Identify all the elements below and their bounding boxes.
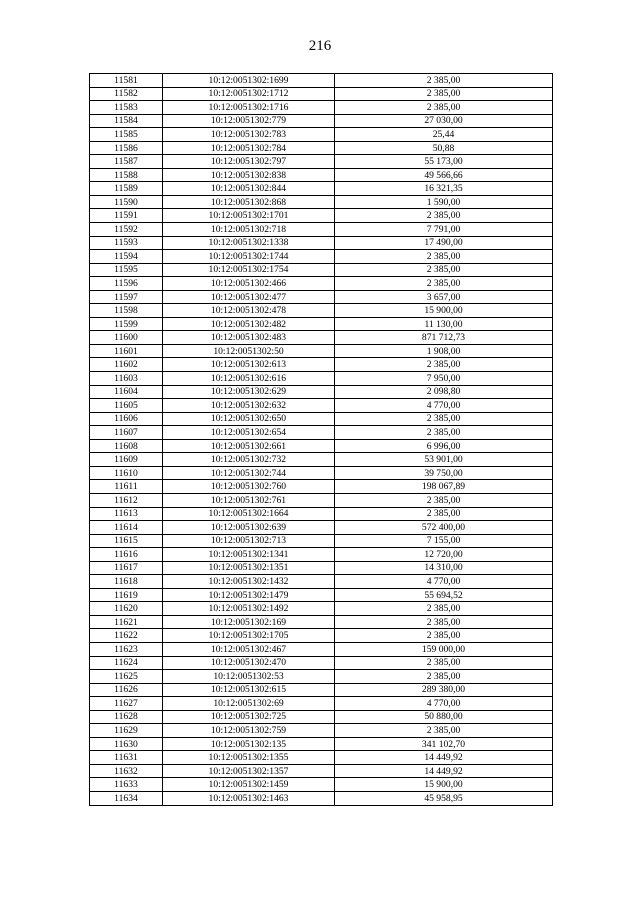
cadastral-number-cell: 10:12:0051302:169	[163, 615, 335, 629]
table-row	[90, 344, 553, 358]
row-number-cell: 11605	[90, 399, 163, 413]
row-number-cell: 11613	[90, 507, 163, 521]
value-cell: 7 950,00	[335, 372, 553, 386]
value-cell: 289 380,00	[335, 683, 553, 697]
table-row	[90, 195, 553, 209]
row-number-cell: 11597	[90, 290, 163, 304]
table-row	[90, 358, 553, 372]
cadastral-number-cell: 10:12:0051302:1479	[163, 588, 335, 602]
value-cell: 2 385,00	[335, 87, 553, 101]
value-cell: 198 067,89	[335, 480, 553, 494]
table-row	[90, 615, 553, 629]
value-cell: 53 901,00	[335, 453, 553, 467]
value-cell: 3 657,00	[335, 290, 553, 304]
value-cell: 15 900,00	[335, 304, 553, 318]
table-row	[90, 466, 553, 480]
cadastral-number-cell: 10:12:0051302:761	[163, 493, 335, 507]
cadastral-number-cell: 10:12:0051302:732	[163, 453, 335, 467]
row-number-cell: 11590	[90, 195, 163, 209]
cadastral-number-cell: 10:12:0051302:478	[163, 304, 335, 318]
table-row	[90, 507, 553, 521]
value-cell: 2 385,00	[335, 412, 553, 426]
value-cell: 4 770,00	[335, 575, 553, 589]
cadastral-number-cell: 10:12:0051302:483	[163, 331, 335, 345]
table-row	[90, 182, 553, 196]
cadastral-number-cell: 10:12:0051302:838	[163, 168, 335, 182]
cadastral-number-cell: 10:12:0051302:1463	[163, 791, 335, 805]
cadastral-number-cell: 10:12:0051302:1712	[163, 87, 335, 101]
cadastral-number-cell: 10:12:0051302:718	[163, 223, 335, 237]
row-number-cell: 11592	[90, 223, 163, 237]
cadastral-number-cell: 10:12:0051302:629	[163, 385, 335, 399]
cadastral-number-cell: 10:12:0051302:616	[163, 372, 335, 386]
value-cell: 7 155,00	[335, 534, 553, 548]
cadastral-number-cell: 10:12:0051302:1701	[163, 209, 335, 223]
value-cell: 27 030,00	[335, 114, 553, 128]
value-cell: 39 750,00	[335, 466, 553, 480]
table-row	[90, 710, 553, 724]
row-number-cell: 11598	[90, 304, 163, 318]
row-number-cell: 11599	[90, 317, 163, 331]
value-cell: 572 400,00	[335, 521, 553, 535]
cadastral-number-cell: 10:12:0051302:50	[163, 344, 335, 358]
value-cell: 50 880,00	[335, 710, 553, 724]
row-number-cell: 11610	[90, 466, 163, 480]
row-number-cell: 11632	[90, 764, 163, 778]
cadastral-number-cell: 10:12:0051302:779	[163, 114, 335, 128]
cadastral-number-cell: 10:12:0051302:1432	[163, 575, 335, 589]
value-cell: 12 720,00	[335, 548, 553, 562]
table-row	[90, 250, 553, 264]
cadastral-number-cell: 10:12:0051302:760	[163, 480, 335, 494]
row-number-cell: 11581	[90, 74, 163, 88]
table-row	[90, 236, 553, 250]
cadastral-number-cell: 10:12:0051302:477	[163, 290, 335, 304]
row-number-cell: 11611	[90, 480, 163, 494]
row-number-cell: 11583	[90, 101, 163, 115]
cadastral-number-cell: 10:12:0051302:1355	[163, 751, 335, 765]
table-row	[90, 209, 553, 223]
value-cell: 49 566,66	[335, 168, 553, 182]
table-row	[90, 480, 553, 494]
row-number-cell: 11629	[90, 724, 163, 738]
row-number-cell: 11615	[90, 534, 163, 548]
value-cell: 4 770,00	[335, 399, 553, 413]
row-number-cell: 11591	[90, 209, 163, 223]
table-row	[90, 290, 553, 304]
cadastral-number-cell: 10:12:0051302:1705	[163, 629, 335, 643]
value-cell: 2 385,00	[335, 629, 553, 643]
table-row	[90, 602, 553, 616]
cadastral-number-cell: 10:12:0051302:1357	[163, 764, 335, 778]
value-cell: 2 385,00	[335, 250, 553, 264]
cadastral-number-cell: 10:12:0051302:69	[163, 697, 335, 711]
value-cell: 55 694,52	[335, 588, 553, 602]
value-cell: 1 908,00	[335, 344, 553, 358]
table-row	[90, 304, 553, 318]
value-cell: 50,88	[335, 141, 553, 155]
value-cell: 16 321,35	[335, 182, 553, 196]
row-number-cell: 11602	[90, 358, 163, 372]
cadastral-number-cell: 10:12:0051302:470	[163, 656, 335, 670]
table-row	[90, 385, 553, 399]
value-cell: 17 490,00	[335, 236, 553, 250]
table-row	[90, 656, 553, 670]
table-row	[90, 168, 553, 182]
cadastral-number-cell: 10:12:0051302:466	[163, 277, 335, 291]
value-cell: 1 590,00	[335, 195, 553, 209]
row-number-cell: 11621	[90, 615, 163, 629]
cadastral-number-cell: 10:12:0051302:744	[163, 466, 335, 480]
cadastral-number-cell: 10:12:0051302:467	[163, 642, 335, 656]
table-row	[90, 778, 553, 792]
value-cell: 14 449,92	[335, 751, 553, 765]
table-row	[90, 561, 553, 575]
cadastral-number-cell: 10:12:0051302:783	[163, 128, 335, 142]
row-number-cell: 11584	[90, 114, 163, 128]
table-row	[90, 277, 553, 291]
row-number-cell: 11600	[90, 331, 163, 345]
table-row	[90, 588, 553, 602]
table-row	[90, 493, 553, 507]
table-row	[90, 372, 553, 386]
row-number-cell: 11587	[90, 155, 163, 169]
cadastral-number-cell: 10:12:0051302:613	[163, 358, 335, 372]
row-number-cell: 11630	[90, 737, 163, 751]
table-row	[90, 724, 553, 738]
row-number-cell: 11594	[90, 250, 163, 264]
cadastral-number-cell: 10:12:0051302:1716	[163, 101, 335, 115]
cadastral-number-cell: 10:12:0051302:725	[163, 710, 335, 724]
cadastral-number-cell: 10:12:0051302:1351	[163, 561, 335, 575]
table-row	[90, 534, 553, 548]
table-row	[90, 74, 553, 88]
cadastral-number-cell: 10:12:0051302:615	[163, 683, 335, 697]
value-cell: 55 173,00	[335, 155, 553, 169]
row-number-cell: 11624	[90, 656, 163, 670]
table-row	[90, 548, 553, 562]
row-number-cell: 11634	[90, 791, 163, 805]
row-number-cell: 11608	[90, 439, 163, 453]
value-cell: 4 770,00	[335, 697, 553, 711]
value-cell: 2 385,00	[335, 602, 553, 616]
table-row	[90, 521, 553, 535]
table-row	[90, 331, 553, 345]
value-cell: 2 385,00	[335, 358, 553, 372]
cadastral-number-cell: 10:12:0051302:713	[163, 534, 335, 548]
row-number-cell: 11601	[90, 344, 163, 358]
value-cell: 2 385,00	[335, 493, 553, 507]
row-number-cell: 11582	[90, 87, 163, 101]
row-number-cell: 11616	[90, 548, 163, 562]
cadastral-number-cell: 10:12:0051302:1699	[163, 74, 335, 88]
table-row	[90, 87, 553, 101]
row-number-cell: 11596	[90, 277, 163, 291]
value-cell: 2 385,00	[335, 724, 553, 738]
row-number-cell: 11620	[90, 602, 163, 616]
row-number-cell: 11627	[90, 697, 163, 711]
table-row	[90, 642, 553, 656]
cadastral-number-cell: 10:12:0051302:1341	[163, 548, 335, 562]
row-number-cell: 11607	[90, 426, 163, 440]
row-number-cell: 11604	[90, 385, 163, 399]
table-row	[90, 737, 553, 751]
cadastral-number-cell: 10:12:0051302:1754	[163, 263, 335, 277]
row-number-cell: 11603	[90, 372, 163, 386]
cadastral-number-cell: 10:12:0051302:654	[163, 426, 335, 440]
table-row	[90, 426, 553, 440]
row-number-cell: 11593	[90, 236, 163, 250]
cadastral-number-cell: 10:12:0051302:844	[163, 182, 335, 196]
table-row	[90, 453, 553, 467]
row-number-cell: 11618	[90, 575, 163, 589]
cadastral-number-cell: 10:12:0051302:868	[163, 195, 335, 209]
row-number-cell: 11633	[90, 778, 163, 792]
row-number-cell: 11626	[90, 683, 163, 697]
row-number-cell: 11625	[90, 670, 163, 684]
cadastral-number-cell: 10:12:0051302:1744	[163, 250, 335, 264]
row-number-cell: 11628	[90, 710, 163, 724]
cadastral-number-cell: 10:12:0051302:53	[163, 670, 335, 684]
value-cell: 2 385,00	[335, 74, 553, 88]
table-body	[90, 74, 553, 806]
cadastral-number-cell: 10:12:0051302:639	[163, 521, 335, 535]
table-row	[90, 670, 553, 684]
table-row	[90, 114, 553, 128]
table-row	[90, 751, 553, 765]
cadastral-number-cell: 10:12:0051302:797	[163, 155, 335, 169]
cadastral-number-cell: 10:12:0051302:482	[163, 317, 335, 331]
table-row	[90, 412, 553, 426]
cadastral-number-cell: 10:12:0051302:1338	[163, 236, 335, 250]
row-number-cell: 11585	[90, 128, 163, 142]
cadastral-number-cell: 10:12:0051302:784	[163, 141, 335, 155]
table-row	[90, 697, 553, 711]
row-number-cell: 11612	[90, 493, 163, 507]
value-cell: 14 449,92	[335, 764, 553, 778]
row-number-cell: 11617	[90, 561, 163, 575]
row-number-cell: 11606	[90, 412, 163, 426]
row-number-cell: 11588	[90, 168, 163, 182]
value-cell: 15 900,00	[335, 778, 553, 792]
value-cell: 2 385,00	[335, 263, 553, 277]
value-cell: 2 385,00	[335, 209, 553, 223]
value-cell: 2 385,00	[335, 277, 553, 291]
table-row	[90, 399, 553, 413]
value-cell: 341 102,70	[335, 737, 553, 751]
cadastral-number-cell: 10:12:0051302:759	[163, 724, 335, 738]
table-row	[90, 128, 553, 142]
cadastral-number-cell: 10:12:0051302:632	[163, 399, 335, 413]
value-cell: 7 791,00	[335, 223, 553, 237]
table-row	[90, 791, 553, 805]
table-row	[90, 101, 553, 115]
cadastral-number-cell: 10:12:0051302:1459	[163, 778, 335, 792]
value-cell: 2 385,00	[335, 426, 553, 440]
cadastral-number-cell: 10:12:0051302:650	[163, 412, 335, 426]
table-row	[90, 317, 553, 331]
page-number: 216	[308, 38, 332, 54]
row-number-cell: 11614	[90, 521, 163, 535]
value-cell: 2 385,00	[335, 507, 553, 521]
table-row	[90, 223, 553, 237]
cadastral-number-cell: 10:12:0051302:1492	[163, 602, 335, 616]
cadastral-number-cell: 10:12:0051302:135	[163, 737, 335, 751]
value-cell: 14 310,00	[335, 561, 553, 575]
row-number-cell: 11586	[90, 141, 163, 155]
value-cell: 871 712,73	[335, 331, 553, 345]
value-cell: 25,44	[335, 128, 553, 142]
value-cell: 2 385,00	[335, 670, 553, 684]
value-cell: 11 130,00	[335, 317, 553, 331]
cadastral-number-cell: 10:12:0051302:661	[163, 439, 335, 453]
value-cell: 2 385,00	[335, 656, 553, 670]
row-number-cell: 11623	[90, 642, 163, 656]
table-row	[90, 155, 553, 169]
table-row	[90, 629, 553, 643]
row-number-cell: 11609	[90, 453, 163, 467]
row-number-cell: 11595	[90, 263, 163, 277]
row-number-cell: 11631	[90, 751, 163, 765]
table-row	[90, 141, 553, 155]
data-table	[89, 73, 553, 806]
value-cell: 2 098,80	[335, 385, 553, 399]
value-cell: 2 385,00	[335, 615, 553, 629]
table-row	[90, 764, 553, 778]
value-cell: 2 385,00	[335, 101, 553, 115]
row-number-cell: 11619	[90, 588, 163, 602]
table-row	[90, 439, 553, 453]
table-row	[90, 263, 553, 277]
value-cell: 45 958,95	[335, 791, 553, 805]
table-row	[90, 683, 553, 697]
row-number-cell: 11589	[90, 182, 163, 196]
cadastral-number-cell: 10:12:0051302:1664	[163, 507, 335, 521]
table-row	[90, 575, 553, 589]
row-number-cell: 11622	[90, 629, 163, 643]
value-cell: 159 000,00	[335, 642, 553, 656]
value-cell: 6 996,00	[335, 439, 553, 453]
